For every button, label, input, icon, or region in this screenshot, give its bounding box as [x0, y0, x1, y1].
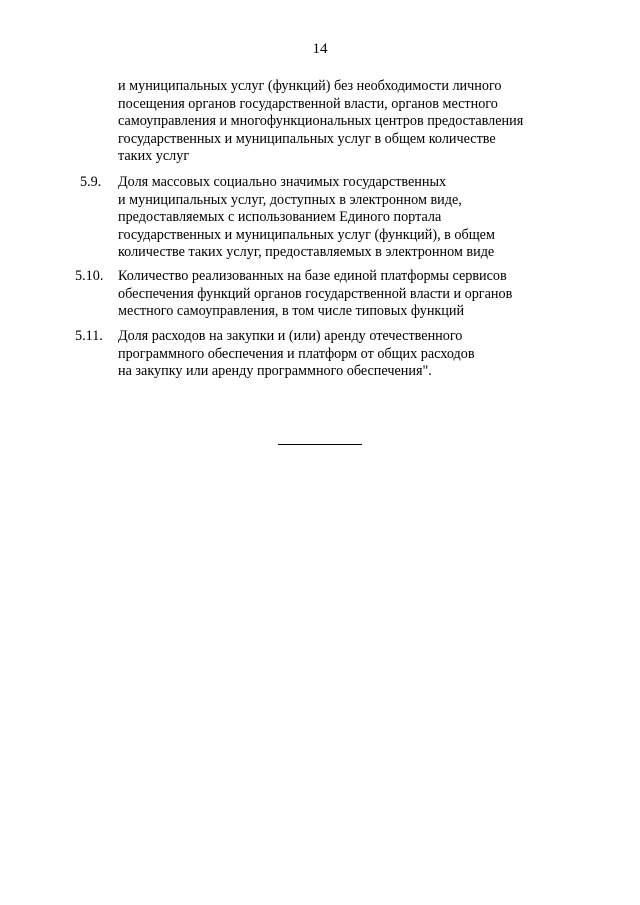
- end-of-document-rule: [278, 444, 362, 445]
- item-text: [118, 328, 588, 381]
- item-number: 5.11.: [75, 328, 103, 344]
- page-number: 14: [312, 41, 328, 57]
- text-line: таких услуг: [118, 148, 190, 164]
- text-line: обеспечения функций органов государственной власти и органов: [118, 285, 513, 302]
- text-line: на закупку или аренду программного обеспечения".: [118, 363, 432, 379]
- item-text: [118, 268, 588, 321]
- text-line: Количество реализованных на базе единой платформы сервисов: [118, 268, 507, 284]
- text-line: программного обеспечения и платформ от общих расходов: [118, 345, 475, 362]
- text-line: государственных и муниципальных услуг (функций), в общем: [118, 226, 495, 243]
- text-line: Доля массовых социально значимых государственных: [118, 174, 447, 190]
- text-line: и муниципальных услуг, доступных в электронном виде,: [118, 191, 462, 208]
- text-line: государственных и муниципальных услуг в общем количестве: [118, 130, 496, 147]
- text-line: и муниципальных услуг (функций) без необходимости личного: [118, 78, 502, 94]
- text-line: посещения органов государственной власти, органов местного: [118, 95, 498, 112]
- text-line: количестве таких услуг, предоставляемых в электронном виде: [118, 244, 495, 260]
- item-number: 5.10.: [75, 268, 104, 284]
- text-line: предоставляемых с использованием Единого портала: [118, 209, 442, 225]
- item-text: [118, 174, 588, 262]
- text-line: Доля расходов на закупки и (или) аренду отечественного: [118, 328, 463, 344]
- text-line: самоуправления и многофункциональных центров предоставления: [118, 113, 524, 129]
- item-number: 5.9.: [80, 174, 102, 190]
- continuation-text: [118, 78, 588, 166]
- text-line: местного самоуправления, в том числе типовых функций: [118, 303, 465, 319]
